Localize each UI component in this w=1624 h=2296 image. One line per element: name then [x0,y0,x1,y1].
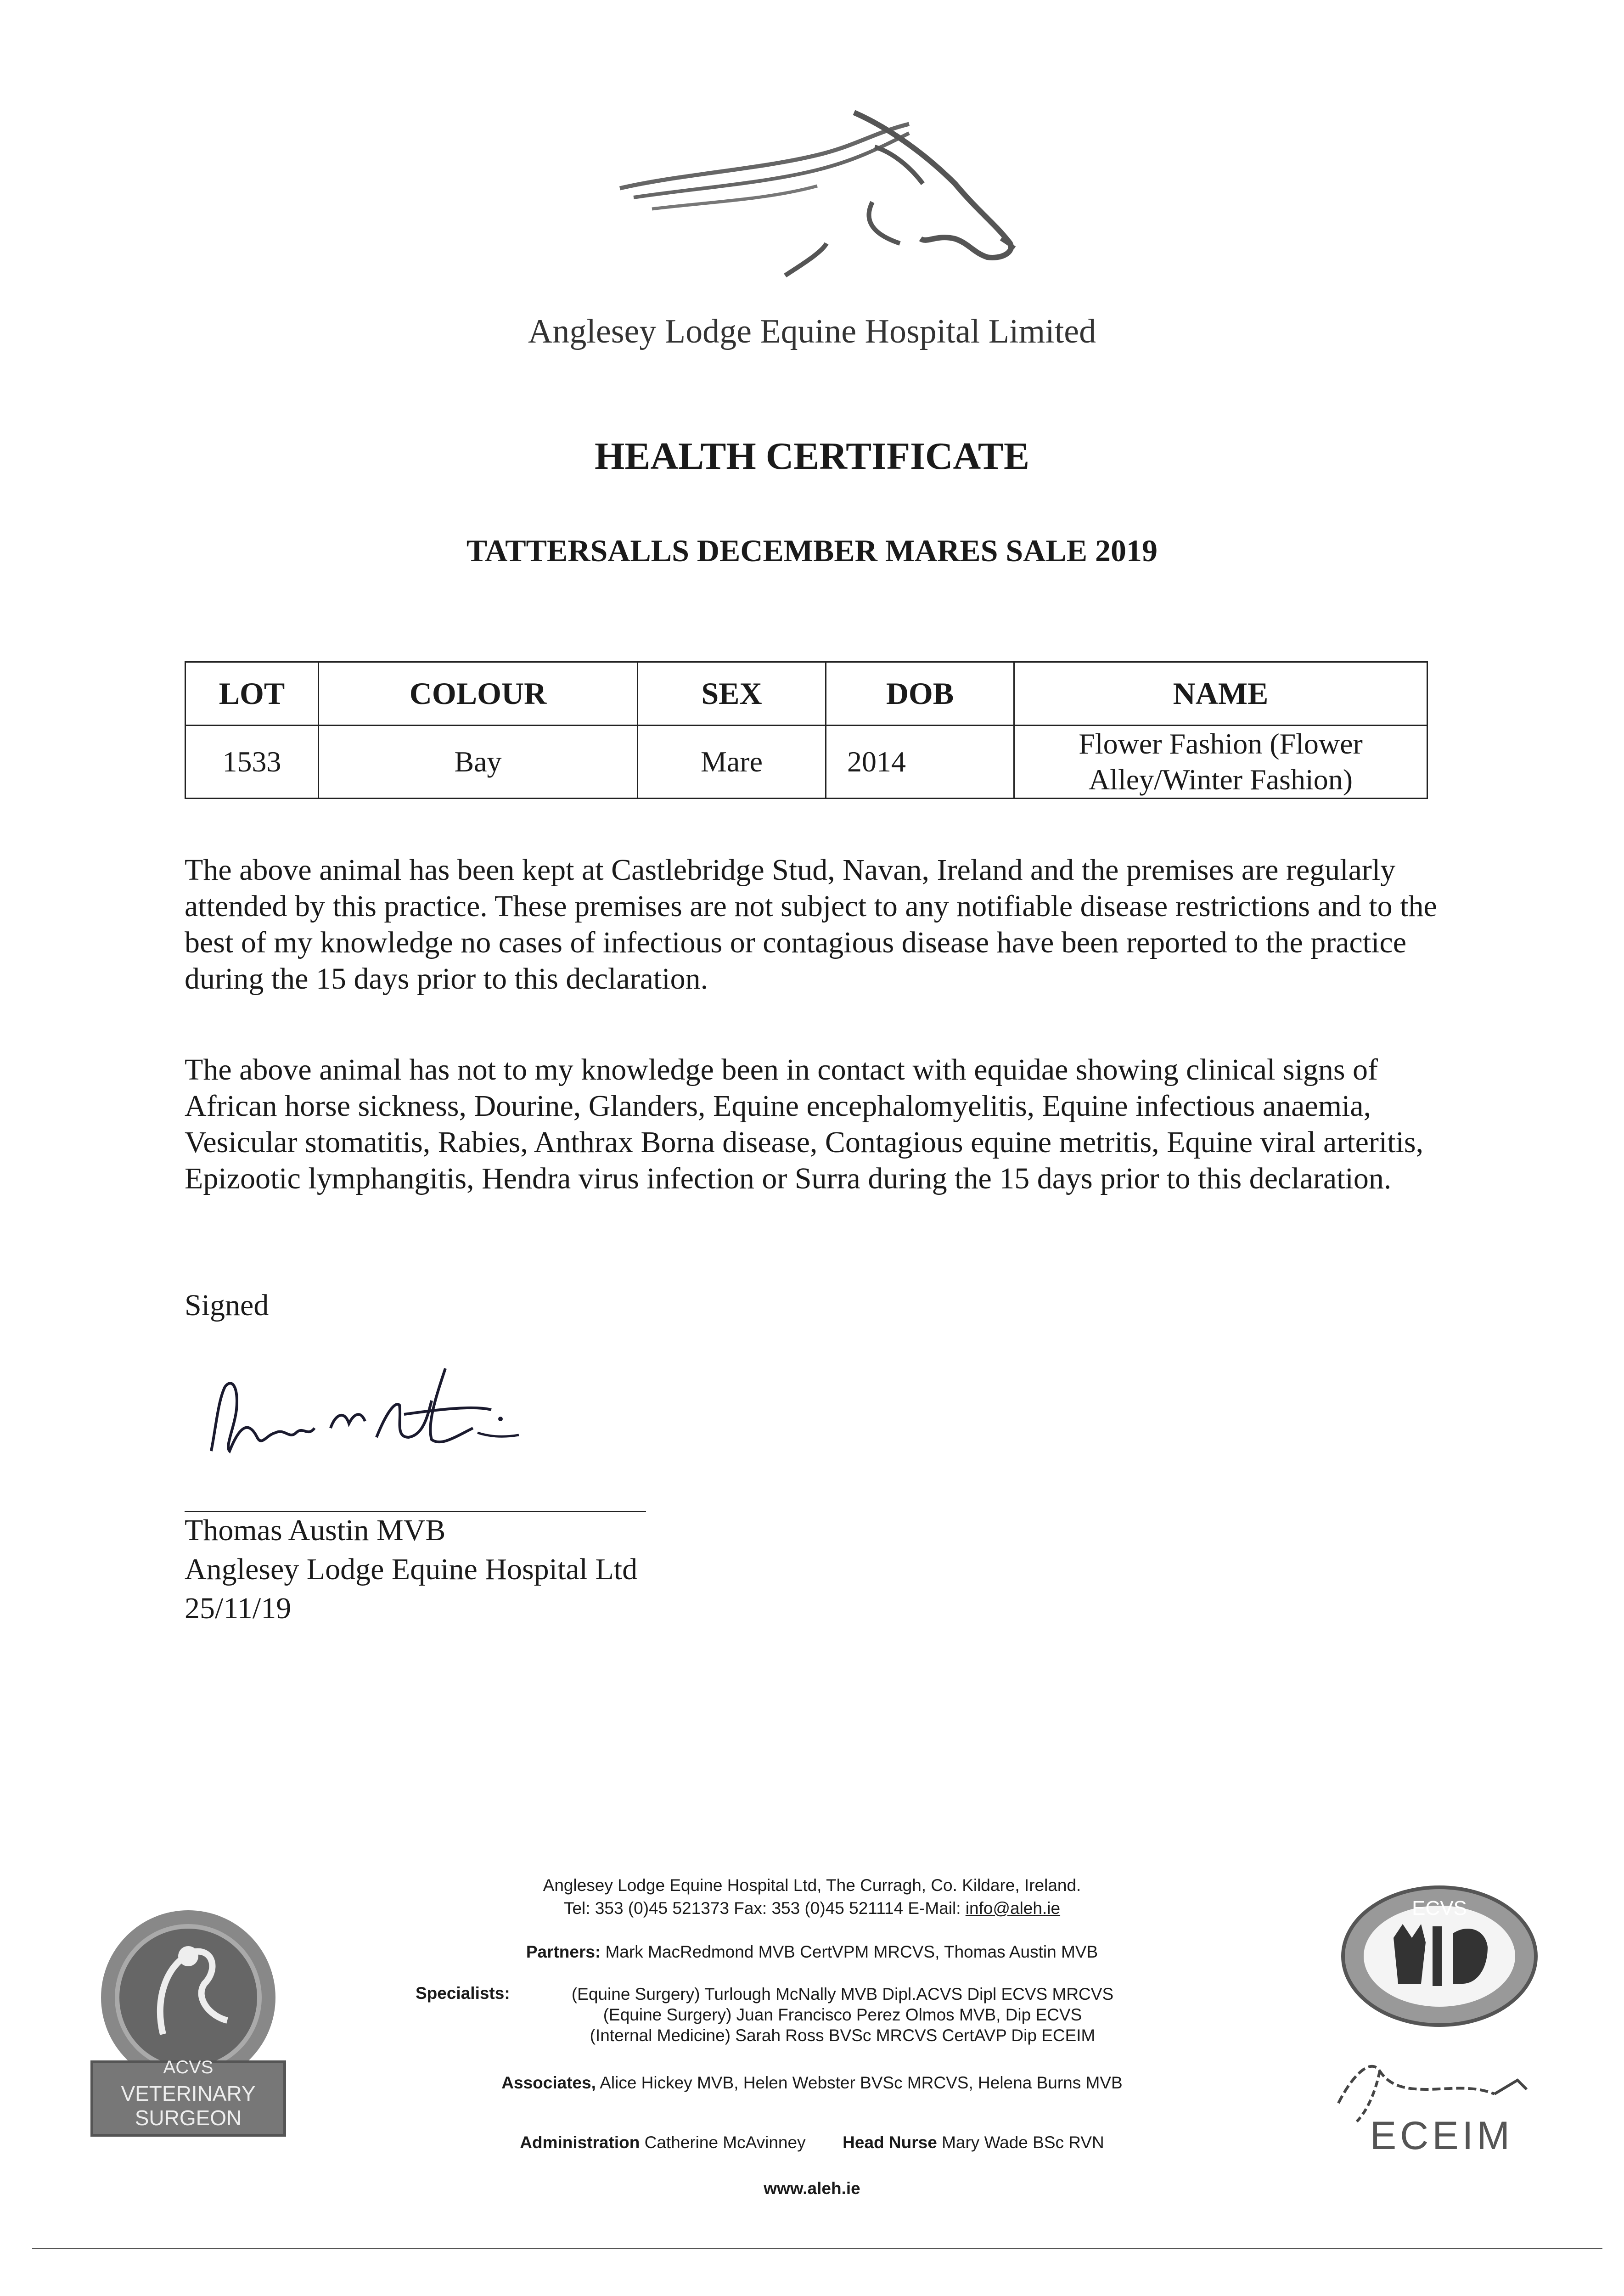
eceim-text: ECEIM [1370,2114,1514,2158]
admin-name: Catherine McAvinney [640,2133,806,2152]
specialists-label: Specialists: [416,1984,510,2003]
eceim-logo [1325,2039,1554,2163]
nurse-label: Head Nurse [843,2133,937,2152]
email-link[interactable]: info@aleh.ie [965,1899,1061,1918]
specialist-item: (Internal Medicine) Sarah Ross BVSc MRCVS CertAVP Dip ECEIM [590,2026,1096,2045]
document-title: HEALTH CERTIFICATE [595,435,1029,478]
header-name: NAME [1014,662,1427,726]
signature-line [185,1511,646,1512]
company-name: Anglesey Lodge Equine Hospital Limited [528,313,1096,350]
partners-label: Partners: [526,1942,601,1961]
footer-address: Anglesey Lodge Equine Hospital Ltd, The Curragh, Co. Kildare, Ireland. [543,1876,1081,1895]
signer-name: Thomas Austin MVB [185,1514,446,1547]
cell-dob: 2014 [826,726,1014,799]
cell-colour: Bay [319,726,638,799]
acvs-logo [90,1906,287,2140]
ecvs-logo [1338,1883,1540,2030]
table-row [185,726,1427,799]
associates-list: Alice Hickey MVB, Helen Webster BVSc MRCVS, Helena Burns MVB [596,2073,1123,2092]
partners-list: Mark MacRedmond MVB CertVPM MRCVS, Thomas Austin MVB [601,1942,1098,1961]
bottom-rule [32,2248,1602,2249]
header-sex: SEX [638,662,826,726]
name-line-2: Alley/Winter Fashion) [1088,763,1353,796]
cell-sex: Mare [638,726,826,799]
header-lot: LOT [185,662,319,726]
disease-declaration: The above animal has not to my knowledge been in contact with equidae showing clinical signs of African horse sickness, Dourine, Glanders, Equine encephalomyelitis, Equine infectious anaemia, Vesicular stomatitis, Rabies, Anthrax Borna disease, Contagious equine metritis, Equine viral arteritis, Epizootic lymphangitis, Hendra virus infection or Surra during the 15 days prior to this declaration. [185,1053,1424,1195]
table-header-row [185,662,1427,726]
admin-label: Administration [520,2133,640,2152]
signer-organisation: Anglesey Lodge Equine Hospital Ltd [185,1553,638,1586]
handwritten-signature [197,1359,528,1479]
acvs-text: ACVS [163,2057,214,2077]
cell-lot: 1533 [185,726,319,799]
specialist-item: (Equine Surgery) Turlough McNally MVB Dipl.ACVS Dipl ECVS MRCVS [571,1985,1114,2003]
acvs-surgeon: SURGEON [135,2106,242,2130]
ecvs-text: ECVS [1412,1897,1467,1919]
premises-declaration: The above animal has been kept at Castlebridge Stud, Navan, Ireland and the premises are regularly attended by this practice. These premises are not subject to any notifiable disease restrictions and to the best of my knowledge no cases of infectious or contagious disease have been reported to the practice during the 15 days prior to this declaration. [185,853,1437,996]
cell-name [1014,726,1427,799]
nurse-name: Mary Wade BSc RVN [937,2133,1104,2152]
signed-label: Signed [185,1289,269,1322]
footer-phone-fax: Tel: 353 (0)45 521373 Fax: 353 (0)45 521114 E-Mail: [563,1899,966,1918]
header-colour: COLOUR [319,662,638,726]
name-line-1: Flower Fashion (Flower [1079,727,1363,760]
associates-label: Associates, [501,2073,596,2092]
sale-title: TATTERSALLS DECEMBER MARES SALE 2019 [466,533,1158,568]
acvs-veterinary: VETERINARY [121,2082,256,2105]
horse-head-logo [615,106,1028,289]
specialist-item: (Equine Surgery) Juan Francisco Perez Olmos MVB, Dip ECVS [603,2005,1082,2024]
animal-info-table [185,661,1428,799]
header-dob: DOB [826,662,1014,726]
sign-date: 25/11/19 [185,1592,292,1625]
website-link[interactable]: www.aleh.ie [764,2179,860,2198]
